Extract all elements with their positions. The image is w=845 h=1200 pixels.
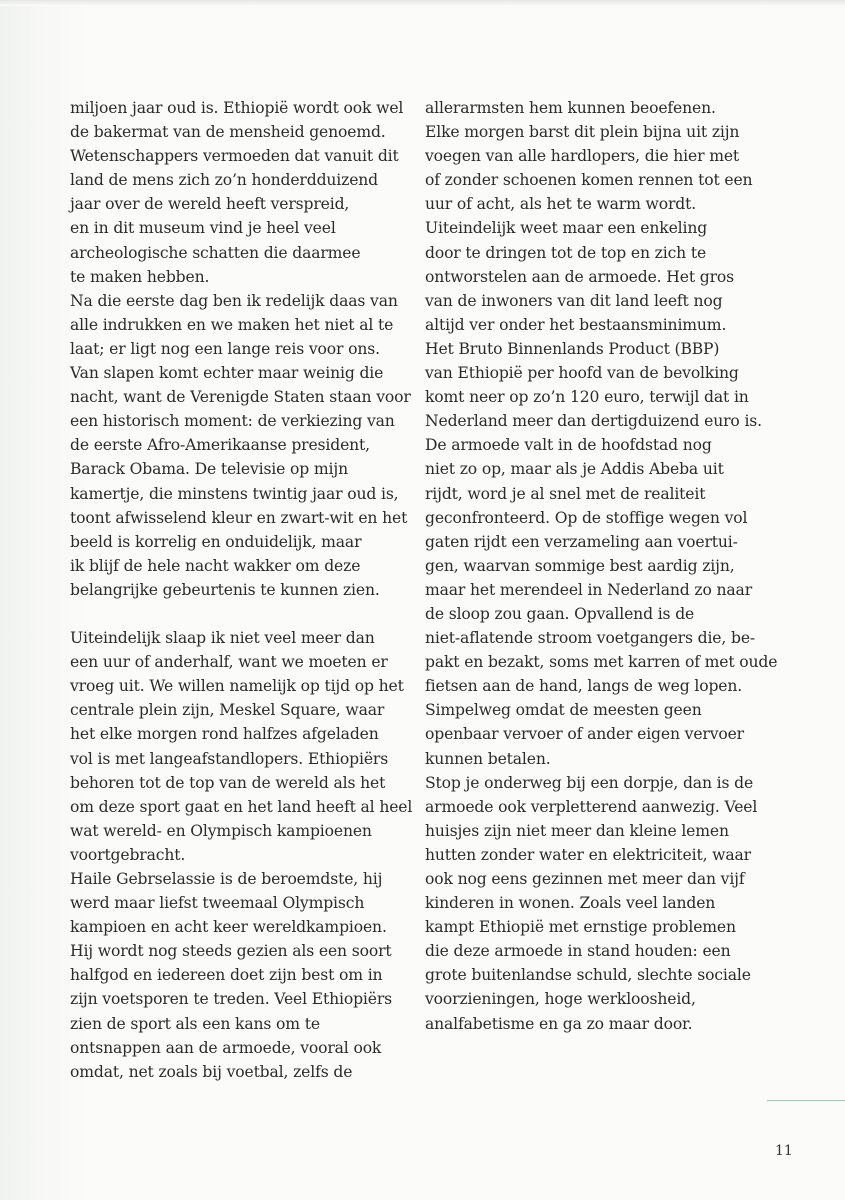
text-line: werd maar liefst tweemaal Olympisch <box>70 894 365 913</box>
text-line: Elke morgen barst dit plein bijna uit zijn <box>425 123 740 142</box>
text-line: om deze sport gaat en het land heeft al heel <box>70 797 413 816</box>
text-line: centrale plein zijn, Meskel Square, waar <box>70 701 385 720</box>
text-line: zijn voetsporen te treden. Veel Ethiopiërs <box>70 990 393 1009</box>
page-top-edge <box>0 0 845 6</box>
text-line: vol is met langeafstandlopers. Ethiopiërs <box>70 749 389 768</box>
text-line: wat wereld- en Olympisch kampioenen <box>70 821 372 840</box>
text-line: de bakermat van de mensheid genoemd. <box>70 123 386 142</box>
text-line: uur of acht, als het te warm wordt. <box>425 195 697 214</box>
text-line: Het Bruto Binnenlands Product (BBP) <box>425 339 720 358</box>
text-line: Uiteindelijk weet maar een enkeling <box>425 219 708 238</box>
text-line: miljoen jaar oud is. Ethiopië wordt ook wel <box>70 99 404 117</box>
text-line: vroeg uit. We willen namelijk op tijd op het <box>70 677 404 696</box>
text-line: de eerste Afro-Amerikaanse president, <box>70 436 370 455</box>
text-line: van de inwoners van dit land leeft nog <box>425 291 723 310</box>
text-line: belangrijke gebeurtenis te kunnen zien. <box>70 580 380 599</box>
text-line: voortgebracht. <box>70 845 186 864</box>
text-line: kunnen betalen. <box>425 749 551 768</box>
text-line: nacht, want de Verenigde Staten staan voor <box>70 388 411 407</box>
text-line: Nederland meer dan dertigduizend euro is. <box>425 412 762 431</box>
text-line: allerarmsten hem kunnen beoefenen. <box>425 99 716 117</box>
text-line: laat; er ligt nog een lange reis voor ons. <box>70 339 380 358</box>
text-line: ontworstelen aan de armoede. Het gros <box>425 267 734 286</box>
text-line: kinderen in wonen. Zoals veel landen <box>425 894 716 913</box>
text-line: analfabetisme en ga zo maar door. <box>425 1014 693 1033</box>
text-line: huisjes zijn niet meer dan kleine lemen <box>425 821 729 840</box>
text-line: Van slapen komt echter maar weinig die <box>70 364 384 383</box>
text-line: voegen van alle hardlopers, die hier met <box>425 147 740 166</box>
text-line: Stop je onderweg bij een dorpje, dan is de <box>425 773 754 792</box>
text-line: Barack Obama. De televisie op mijn <box>70 460 348 479</box>
text-line: pakt en bezakt, soms met karren of met oude <box>425 653 778 672</box>
text-line: voorzieningen, hoge werkloosheid, <box>425 990 696 1009</box>
text-line: De armoede valt in de hoofdstad nog <box>425 436 712 455</box>
text-line: de sloop zou gaan. Opvallend is de <box>425 604 695 623</box>
text-line: van Ethiopië per hoofd van de bevolking <box>425 364 739 383</box>
text-line: Wetenschappers vermoeden dat vanuit dit <box>70 147 399 166</box>
text-line: het elke morgen rond halfzes afgeladen <box>70 725 379 744</box>
text-line: die deze armoede in stand houden: een <box>425 942 731 961</box>
text-line: rijdt, word je al snel met de realiteit <box>425 484 706 503</box>
text-line: komt neer op zo’n 120 euro, terwijl dat in <box>425 388 749 407</box>
text-line: jaar over de wereld heeft verspreid, <box>70 195 350 214</box>
page-number: 11 <box>775 1143 793 1159</box>
text-line: kamertje, die minstens twintig jaar oud is, <box>70 484 399 503</box>
text-line: beeld is korrelig en onduidelijk, maar <box>70 532 362 551</box>
text-line: Na die eerste dag ben ik redelijk daas van <box>70 291 398 310</box>
text-line: niet-aflatende stroom voetgangers die, be- <box>425 629 756 648</box>
text-line: niet zo op, maar als je Addis Abeba uit <box>425 460 724 479</box>
text-line: ontsnappen aan de armoede, vooral ook <box>70 1038 382 1057</box>
text-line: door te dringen tot de top en zich te <box>425 243 707 262</box>
text-line: te maken hebben. <box>70 267 210 286</box>
text-line: behoren tot de top van de wereld als het <box>70 773 386 792</box>
text-line: maar het merendeel in Nederland zo naar <box>425 580 753 599</box>
text-line: ook nog eens gezinnen met meer dan vijf <box>425 870 745 888</box>
text-line: ik blijf de hele nacht wakker om deze <box>70 556 361 575</box>
text-column-left <box>70 96 430 1084</box>
text-line: een historisch moment: de verkiezing van <box>70 412 395 431</box>
text-line: geconfronteerd. Op de stoffige wegen vol <box>425 508 748 527</box>
text-line: alle indrukken en we maken het niet al te <box>70 315 394 334</box>
text-line: toont afwisselend kleur en zwart-wit en het <box>70 508 408 527</box>
text-line: Haile Gebrselassie is de beroemdste, hij <box>70 870 383 888</box>
text-line: grote buitenlandse schuld, slechte sociale <box>425 966 751 985</box>
text-line: Simpelweg omdat de meesten geen <box>425 701 702 720</box>
text-line: altijd ver onder het bestaansminimum. <box>425 315 727 334</box>
text-line: een uur of anderhalf, want we moeten er <box>70 653 388 672</box>
text-line: armoede ook verpletterend aanwezig. Veel <box>425 797 758 816</box>
text-line: kampioen en acht keer wereldkampioen. <box>70 918 387 937</box>
text-line: openbaar vervoer of ander eigen vervoer <box>425 725 744 744</box>
text-line: of zonder schoenen komen rennen tot een <box>425 171 753 190</box>
text-line: hutten zonder water en elektriciteit, waar <box>425 845 751 864</box>
text-line: Uiteindelijk slaap ik niet veel meer dan <box>70 629 375 648</box>
text-line: land de mens zich zo’n honderdduizend <box>70 171 379 190</box>
paragraph-gap <box>70 602 430 626</box>
text-line: kampt Ethiopië met ernstige problemen <box>425 918 736 937</box>
text-line: zien de sport als een kans om te <box>70 1014 320 1033</box>
text-line: omdat, net zoals bij voetbal, zelfs de <box>70 1062 353 1081</box>
text-line: en in dit museum vind je heel veel <box>70 219 336 238</box>
text-line: archeologische schatten die daarmee <box>70 243 361 262</box>
text-line: halfgod en iedereen doet zijn best om in <box>70 966 383 985</box>
text-line: gaten rijdt een verzameling aan voertui- <box>425 532 738 551</box>
text-line: Hij wordt nog steeds gezien als een soort <box>70 942 392 961</box>
page-number-rule <box>767 1100 845 1101</box>
text-line: gen, waarvan sommige best aardig zijn, <box>425 556 735 575</box>
text-line: fietsen aan de hand, langs de weg lopen. <box>425 677 743 696</box>
text-column-right <box>425 96 795 1036</box>
